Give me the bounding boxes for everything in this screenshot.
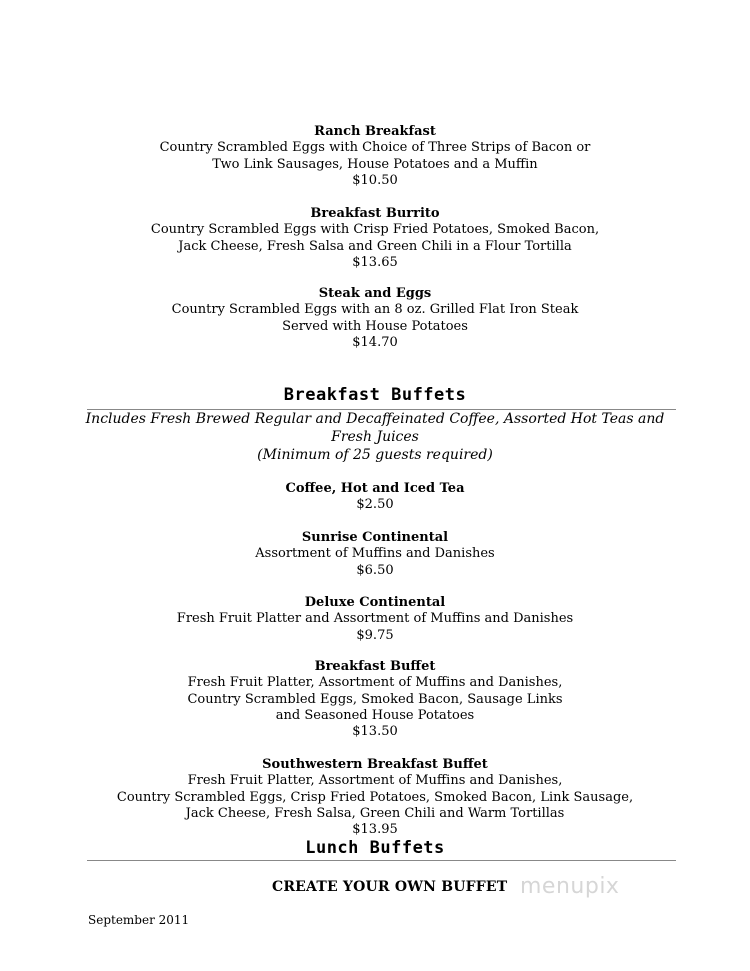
menu-item-breakfast-buffet: [0, 659, 750, 740]
item-description-line: Country Scrambled Eggs, Smoked Bacon, Sausage Links: [187, 691, 563, 707]
item-description-line: Country Scrambled Eggs with Choice of Three Strips of Bacon or: [159, 140, 591, 156]
item-description-line: and Seasoned House Potatoes: [275, 707, 475, 723]
item-description-line: Served with House Potatoes: [282, 318, 468, 334]
item-description-line: Fresh Fruit Platter, Assortment of Muffins and Danishes,: [187, 773, 563, 789]
menu-item-steak-and-eggs: [0, 286, 750, 351]
item-name: Southwestern Breakfast Buffet: [262, 757, 488, 772]
item-description-line: Jack Cheese, Fresh Salsa and Green Chili in a Flour Tortilla: [178, 238, 572, 254]
item-description-line: Fresh Fruit Platter and Assortment of Muffins and Danishes: [176, 611, 574, 627]
menu-item-sunrise-continental: [0, 530, 750, 579]
section-divider: [87, 860, 676, 861]
item-description-line: Country Scrambled Eggs with Crisp Fried Potatoes, Smoked Bacon,: [150, 222, 600, 238]
buffet-note-line: Includes Fresh Brewed Regular and Decaffeinated Coffee, Assorted Hot Teas and: [85, 411, 665, 427]
section-title-lunch-buffets: Lunch Buffets: [305, 838, 445, 858]
item-description-line: Two Link Sausages, House Potatoes and a Muffin: [212, 156, 538, 172]
item-description-line: Fresh Fruit Platter, Assortment of Muffins and Danishes,: [187, 675, 563, 691]
item-name: Sunrise Continental: [301, 530, 449, 545]
item-description-line: Country Scrambled Eggs with an 8 oz. Grilled Flat Iron Steak: [171, 302, 579, 318]
item-name: Coffee, Hot and Iced Tea: [285, 481, 465, 496]
item-price: $6.50: [356, 562, 394, 578]
menu-item-coffee-hot-and-iced-tea: [0, 481, 750, 514]
item-price: $9.75: [356, 627, 394, 643]
item-name: Deluxe Continental: [304, 595, 446, 610]
menu-item-deluxe-continental: [0, 595, 750, 644]
item-name: Breakfast Burrito: [310, 206, 440, 221]
section-title-breakfast-buffets: Breakfast Buffets: [283, 385, 467, 405]
item-description-line: Country Scrambled Eggs, Crisp Fried Potatoes, Smoked Bacon, Link Sausage,: [116, 789, 634, 805]
item-price: $10.50: [352, 172, 398, 188]
item-price: $14.70: [352, 334, 398, 350]
item-name: Breakfast Buffet: [314, 659, 436, 674]
buffet-note-line: Fresh Juices: [331, 429, 419, 445]
item-description-line: Jack Cheese, Fresh Salsa, Green Chili and Warm Tortillas: [185, 805, 565, 821]
item-description-line: Assortment of Muffins and Danishes: [255, 546, 495, 562]
create-your-own-buffet-heading: CREATE YOUR OWN BUFFET: [272, 879, 508, 895]
menu-item-southwestern-breakfast-buffet: [0, 757, 750, 838]
footer-date: September 2011: [88, 913, 190, 927]
menu-item-breakfast-burrito: [0, 206, 750, 271]
item-price: $13.50: [352, 724, 398, 740]
buffet-minimum-note: (Minimum of 25 guests required): [257, 447, 493, 463]
item-price: $13.95: [352, 822, 398, 838]
item-name: Ranch Breakfast: [314, 124, 436, 139]
item-price: $13.65: [352, 254, 398, 270]
menupix-watermark-logo: menupix: [520, 874, 620, 899]
item-price: $2.50: [356, 497, 394, 513]
item-name: Steak and Eggs: [318, 286, 432, 301]
menu-item-ranch-breakfast: [0, 124, 750, 189]
